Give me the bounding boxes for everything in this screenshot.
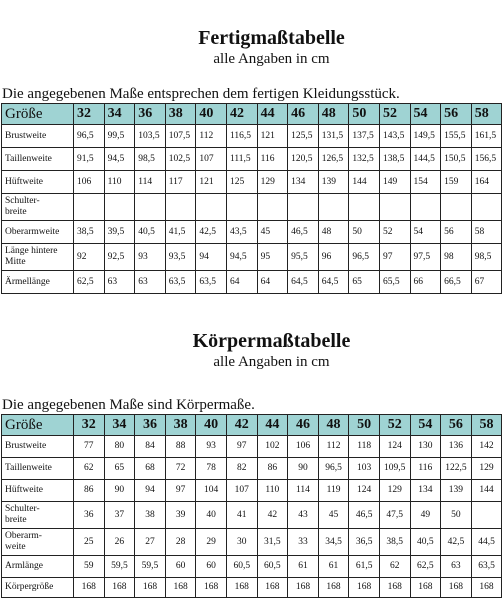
size-header-34: 34 xyxy=(104,415,135,436)
size-header-40: 40 xyxy=(196,415,227,436)
measurement-value xyxy=(441,194,472,221)
size-header-38: 38 xyxy=(165,104,196,125)
size-header-56: 56 xyxy=(441,104,472,125)
measurement-value: 95 xyxy=(257,244,288,271)
measurement-value: 103,5 xyxy=(135,125,166,148)
measurement-label: Brustweite xyxy=(2,125,74,148)
measurement-value: 40 xyxy=(196,502,227,529)
measurement-value: 96,5 xyxy=(74,125,105,148)
measurement-value: 50 xyxy=(441,502,472,529)
measurement-value: 150,5 xyxy=(441,148,472,171)
measurement-value: 58 xyxy=(471,221,502,244)
measurement-value: 139 xyxy=(441,480,472,502)
size-header-42: 42 xyxy=(226,104,257,125)
measurement-value: 164 xyxy=(471,171,502,194)
measurement-value: 168 xyxy=(318,578,349,598)
measurement-value: 161,5 xyxy=(471,125,502,148)
measurement-value: 168 xyxy=(226,578,257,598)
measurement-value: 59,5 xyxy=(104,556,135,578)
measurement-value: 61,5 xyxy=(349,556,380,578)
measurement-value: 159 xyxy=(441,171,472,194)
measurement-value xyxy=(471,194,502,221)
table-row xyxy=(2,578,502,598)
measurement-value: 88 xyxy=(165,436,196,458)
measurement-value: 39,5 xyxy=(104,221,135,244)
table-row xyxy=(2,148,502,171)
measurement-value: 62 xyxy=(74,458,105,480)
finished-measurements-section xyxy=(0,26,503,294)
measurement-value: 26 xyxy=(104,529,135,556)
measurement-value xyxy=(226,194,257,221)
measurement-value: 40,5 xyxy=(135,221,166,244)
measurement-value: 66,5 xyxy=(441,271,472,294)
size-header-44: 44 xyxy=(257,415,288,436)
measurement-value xyxy=(196,194,227,221)
measurement-value: 94,5 xyxy=(226,244,257,271)
measurement-value: 124 xyxy=(349,480,380,502)
measurement-value: 144 xyxy=(471,480,502,502)
measurement-value: 90 xyxy=(104,480,135,502)
measurement-value: 60,5 xyxy=(226,556,257,578)
measurement-value: 156,5 xyxy=(471,148,502,171)
body-measurements-table xyxy=(1,414,502,598)
table-row xyxy=(2,458,502,480)
measurement-label: Armlänge xyxy=(2,556,74,578)
measurement-value: 40,5 xyxy=(410,529,441,556)
measurement-value: 72 xyxy=(165,458,196,480)
measurement-value: 121 xyxy=(196,171,227,194)
measurement-value: 120,5 xyxy=(288,148,319,171)
measurement-value: 62 xyxy=(379,556,410,578)
measurement-value: 65,5 xyxy=(379,271,410,294)
measurement-value: 126,5 xyxy=(318,148,349,171)
measurement-value: 119 xyxy=(318,480,349,502)
measurement-value: 109,5 xyxy=(379,458,410,480)
measurement-label: Oberarmweite xyxy=(2,221,74,244)
measurement-value: 66 xyxy=(410,271,441,294)
size-header-50: 50 xyxy=(349,104,380,125)
measurement-value: 63 xyxy=(104,271,135,294)
measurement-label: Oberarm- weite xyxy=(2,529,74,556)
measurement-value: 92,5 xyxy=(104,244,135,271)
table-row xyxy=(2,502,502,529)
table-row xyxy=(2,480,502,502)
measurement-value: 94 xyxy=(135,480,166,502)
measurement-value: 64,5 xyxy=(288,271,319,294)
measurement-value: 143,5 xyxy=(379,125,410,148)
measurement-value: 39 xyxy=(165,502,196,529)
measurement-value: 29 xyxy=(196,529,227,556)
measurement-value: 121 xyxy=(257,125,288,148)
measurement-value: 62,5 xyxy=(410,556,441,578)
measurement-value: 96,5 xyxy=(349,244,380,271)
measurement-label: Schulter- breite xyxy=(2,194,74,221)
measurement-value: 45 xyxy=(318,502,349,529)
measurement-value: 168 xyxy=(196,578,227,598)
measurement-value: 86 xyxy=(257,458,288,480)
size-header-52: 52 xyxy=(379,415,410,436)
size-header-32: 32 xyxy=(74,104,105,125)
measurement-value: 168 xyxy=(135,578,166,598)
measurement-value: 116 xyxy=(410,458,441,480)
table-row xyxy=(2,271,502,294)
measurement-value: 60 xyxy=(196,556,227,578)
measurement-value: 42,5 xyxy=(196,221,227,244)
measurement-value: 110 xyxy=(104,171,135,194)
measurement-value: 110 xyxy=(257,480,288,502)
measurement-value: 96 xyxy=(318,244,349,271)
measurement-value: 168 xyxy=(471,578,502,598)
measurement-value: 91,5 xyxy=(74,148,105,171)
measurement-value: 112 xyxy=(196,125,227,148)
measurement-value: 50 xyxy=(349,221,380,244)
measurement-value: 117 xyxy=(165,171,196,194)
measurement-value: 52 xyxy=(379,221,410,244)
measurement-value: 25 xyxy=(74,529,105,556)
measurement-value: 149 xyxy=(379,171,410,194)
measurement-value: 60,5 xyxy=(257,556,288,578)
size-header-52: 52 xyxy=(379,104,410,125)
measurement-value: 129 xyxy=(471,458,502,480)
measurement-value: 93,5 xyxy=(165,244,196,271)
measurement-value: 149,5 xyxy=(410,125,441,148)
finished-table-subtitle: alle Angaben in cm xyxy=(213,51,330,67)
measurement-value: 129 xyxy=(379,480,410,502)
measurement-value: 97 xyxy=(379,244,410,271)
size-header-48: 48 xyxy=(318,104,349,125)
measurement-value: 82 xyxy=(226,458,257,480)
measurement-value: 104 xyxy=(196,480,227,502)
measurement-label: Länge hintere Mitte xyxy=(2,244,74,271)
measurement-value: 96,5 xyxy=(318,458,349,480)
measurement-value: 31,5 xyxy=(257,529,288,556)
measurement-value: 63,5 xyxy=(196,271,227,294)
measurement-value: 63 xyxy=(135,271,166,294)
measurement-value: 112 xyxy=(318,436,349,458)
finished-table-title: Fertigmaßtabelle xyxy=(198,27,345,49)
measurement-value: 134 xyxy=(288,171,319,194)
measurement-label: Taillenweite xyxy=(2,148,74,171)
measurement-value: 125 xyxy=(226,171,257,194)
measurement-value: 98,5 xyxy=(135,148,166,171)
table-header-row xyxy=(2,415,502,436)
measurement-value: 98,5 xyxy=(471,244,502,271)
measurement-value: 94,5 xyxy=(104,148,135,171)
measurement-value: 125,5 xyxy=(288,125,319,148)
measurement-value: 59,5 xyxy=(135,556,166,578)
measurement-value: 77 xyxy=(74,436,105,458)
measurement-value: 63,5 xyxy=(165,271,196,294)
size-header-56: 56 xyxy=(441,415,472,436)
measurement-value: 46,5 xyxy=(288,221,319,244)
measurement-value: 92 xyxy=(74,244,105,271)
measurement-value: 139 xyxy=(318,171,349,194)
measurement-value: 42,5 xyxy=(441,529,472,556)
measurement-value: 102 xyxy=(257,436,288,458)
measurement-value: 168 xyxy=(410,578,441,598)
size-header-42: 42 xyxy=(226,415,257,436)
measurement-value xyxy=(257,194,288,221)
size-header-44: 44 xyxy=(257,104,288,125)
measurement-value: 130 xyxy=(410,436,441,458)
measurement-value: 97 xyxy=(165,480,196,502)
measurement-value xyxy=(74,194,105,221)
table-row xyxy=(2,171,502,194)
measurement-value: 134 xyxy=(410,480,441,502)
measurement-value: 64 xyxy=(257,271,288,294)
size-header-label: Größe xyxy=(2,104,74,125)
measurement-value: 38,5 xyxy=(74,221,105,244)
measurement-value: 99,5 xyxy=(104,125,135,148)
measurement-value: 107,5 xyxy=(165,125,196,148)
measurement-value: 65 xyxy=(104,458,135,480)
body-table-subtitle: alle Angaben in cm xyxy=(213,354,330,370)
measurement-value: 107 xyxy=(196,148,227,171)
measurement-label: Taillenweite xyxy=(2,458,74,480)
measurement-value: 47,5 xyxy=(379,502,410,529)
measurement-value: 138,5 xyxy=(379,148,410,171)
measurement-value: 103 xyxy=(349,458,380,480)
measurement-value: 67 xyxy=(471,271,502,294)
measurement-label: Hüftweite xyxy=(2,480,74,502)
table-row xyxy=(2,194,502,221)
measurement-value: 129 xyxy=(257,171,288,194)
measurement-value: 144 xyxy=(349,171,380,194)
measurement-value: 63,5 xyxy=(471,556,502,578)
measurement-value: 136 xyxy=(441,436,472,458)
measurement-value: 27 xyxy=(135,529,166,556)
measurement-value: 124 xyxy=(379,436,410,458)
measurement-value xyxy=(379,194,410,221)
measurement-value: 64 xyxy=(226,271,257,294)
measurement-value: 56 xyxy=(441,221,472,244)
size-header-58: 58 xyxy=(471,104,502,125)
measurement-value: 49 xyxy=(410,502,441,529)
table-row xyxy=(2,556,502,578)
measurement-value xyxy=(318,194,349,221)
measurement-value: 46,5 xyxy=(349,502,380,529)
measurement-value xyxy=(410,194,441,221)
measurement-value: 33 xyxy=(288,529,319,556)
measurement-value: 154 xyxy=(410,171,441,194)
measurement-label: Brustweite xyxy=(2,436,74,458)
measurement-value: 114 xyxy=(135,171,166,194)
measurement-value: 168 xyxy=(104,578,135,598)
size-header-36: 36 xyxy=(135,104,166,125)
measurement-value: 116 xyxy=(257,148,288,171)
measurement-value: 38 xyxy=(135,502,166,529)
measurement-value xyxy=(349,194,380,221)
measurement-value: 118 xyxy=(349,436,380,458)
table-row xyxy=(2,125,502,148)
body-table-title: Körpermaßtabelle xyxy=(192,330,351,352)
measurement-value: 60 xyxy=(165,556,196,578)
size-header-54: 54 xyxy=(410,415,441,436)
measurement-value: 93 xyxy=(196,436,227,458)
measurement-value: 36,5 xyxy=(349,529,380,556)
measurement-value: 131,5 xyxy=(318,125,349,148)
measurement-value: 62,5 xyxy=(74,271,105,294)
size-header-32: 32 xyxy=(74,415,105,436)
measurement-value: 54 xyxy=(410,221,441,244)
measurement-value: 68 xyxy=(135,458,166,480)
measurement-value: 168 xyxy=(379,578,410,598)
measurement-value xyxy=(135,194,166,221)
measurement-value: 43 xyxy=(288,502,319,529)
size-header-48: 48 xyxy=(318,415,349,436)
measurement-value: 86 xyxy=(74,480,105,502)
measurement-value: 93 xyxy=(135,244,166,271)
measurement-value: 30 xyxy=(226,529,257,556)
finished-measurements-table xyxy=(1,103,502,294)
size-header-40: 40 xyxy=(196,104,227,125)
measurement-value: 37 xyxy=(104,502,135,529)
measurement-value: 116,5 xyxy=(226,125,257,148)
size-header-36: 36 xyxy=(135,415,166,436)
measurement-value: 168 xyxy=(349,578,380,598)
measurement-value: 45 xyxy=(257,221,288,244)
measurement-value: 102,5 xyxy=(165,148,196,171)
measurement-label: Ärmellänge xyxy=(2,271,74,294)
measurement-value: 34,5 xyxy=(318,529,349,556)
measurement-value: 144,5 xyxy=(410,148,441,171)
measurement-value: 44,5 xyxy=(471,529,502,556)
measurement-label: Hüftweite xyxy=(2,171,74,194)
measurement-value: 78 xyxy=(196,458,227,480)
measurement-value xyxy=(104,194,135,221)
measurement-value: 41 xyxy=(226,502,257,529)
measurement-value: 114 xyxy=(288,480,319,502)
size-header-34: 34 xyxy=(104,104,135,125)
table-header-row xyxy=(2,104,502,125)
measurement-value: 168 xyxy=(165,578,196,598)
measurement-value: 106 xyxy=(288,436,319,458)
measurement-value: 64,5 xyxy=(318,271,349,294)
measurement-value: 168 xyxy=(441,578,472,598)
body-table-intro: Die angegebenen Maße sind Körpermaße. xyxy=(2,397,255,413)
size-header-58: 58 xyxy=(471,415,502,436)
measurement-value: 65 xyxy=(349,271,380,294)
measurement-value: 98 xyxy=(441,244,472,271)
measurement-value: 97,5 xyxy=(410,244,441,271)
measurement-value: 63 xyxy=(441,556,472,578)
size-header-54: 54 xyxy=(410,104,441,125)
measurement-value: 36 xyxy=(74,502,105,529)
measurement-value: 168 xyxy=(257,578,288,598)
measurement-value: 122,5 xyxy=(441,458,472,480)
size-header-label: Größe xyxy=(2,415,74,436)
measurement-value: 168 xyxy=(288,578,319,598)
measurement-value: 28 xyxy=(165,529,196,556)
table-row xyxy=(2,244,502,271)
measurement-value: 155,5 xyxy=(441,125,472,148)
measurement-value xyxy=(471,502,502,529)
measurement-value: 61 xyxy=(288,556,319,578)
table-row xyxy=(2,221,502,244)
measurement-value: 95,5 xyxy=(288,244,319,271)
measurement-value: 142 xyxy=(471,436,502,458)
measurement-label: Körpergröße xyxy=(2,578,74,598)
measurement-value: 41,5 xyxy=(165,221,196,244)
measurement-value: 80 xyxy=(104,436,135,458)
measurement-value: 107 xyxy=(226,480,257,502)
measurement-value: 168 xyxy=(74,578,105,598)
measurement-value: 97 xyxy=(226,436,257,458)
measurement-value: 48 xyxy=(318,221,349,244)
size-header-46: 46 xyxy=(288,104,319,125)
finished-table-intro: Die angegebenen Maße entsprechen dem fertigen Kleidungsstück. xyxy=(2,86,400,102)
measurement-value: 94 xyxy=(196,244,227,271)
measurement-value: 43,5 xyxy=(226,221,257,244)
measurement-value: 61 xyxy=(318,556,349,578)
measurement-value: 106 xyxy=(74,171,105,194)
size-header-38: 38 xyxy=(165,415,196,436)
measurement-value: 38,5 xyxy=(379,529,410,556)
measurement-value: 137,5 xyxy=(349,125,380,148)
measurement-value xyxy=(165,194,196,221)
measurement-value xyxy=(288,194,319,221)
measurement-value: 132,5 xyxy=(349,148,380,171)
size-header-46: 46 xyxy=(288,415,319,436)
measurement-value: 42 xyxy=(257,502,288,529)
measurement-value: 111,5 xyxy=(226,148,257,171)
measurement-value: 90 xyxy=(288,458,319,480)
measurement-value: 59 xyxy=(74,556,105,578)
measurement-label: Schulter- breite xyxy=(2,502,74,529)
measurement-value: 84 xyxy=(135,436,166,458)
size-header-50: 50 xyxy=(349,415,380,436)
table-row xyxy=(2,436,502,458)
body-measurements-section xyxy=(0,329,503,598)
table-row xyxy=(2,529,502,556)
